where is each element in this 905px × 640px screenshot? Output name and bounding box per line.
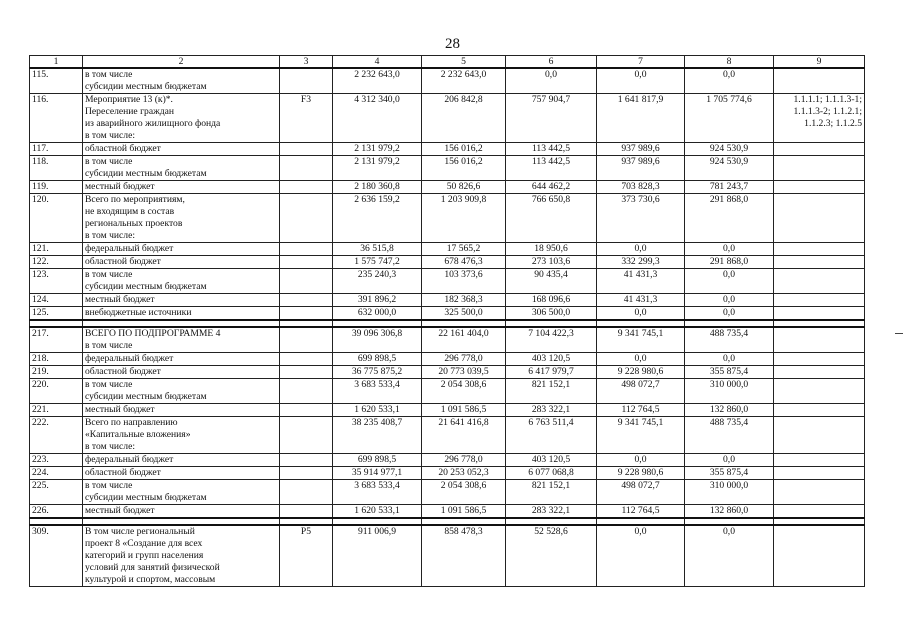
row-name-line: в том числе xyxy=(85,269,133,280)
value-cell-col-6: 283 322,1 xyxy=(506,404,597,417)
row-code xyxy=(280,181,333,194)
row-number: 122. xyxy=(30,256,83,269)
row-name xyxy=(83,505,280,519)
row-number: 118. xyxy=(30,156,83,181)
row-name-line: областной бюджет xyxy=(85,143,161,154)
value-cell-col-8: 310 000,0 xyxy=(685,379,774,404)
row-target xyxy=(774,269,865,294)
value-cell-col-8: 355 875,4 xyxy=(685,366,774,379)
row-name-line: субсидии местным бюджетам xyxy=(85,168,207,179)
value-cell-col-8: 0,0 xyxy=(685,525,774,587)
row-code xyxy=(280,243,333,256)
section-divider xyxy=(30,320,865,327)
divider-cell xyxy=(280,320,333,327)
row-name-line: проект 8 «Создание для всех xyxy=(85,538,203,549)
row-name xyxy=(83,480,280,505)
value-cell-col-7: 0,0 xyxy=(597,307,685,321)
value-cell-col-7: 112 764,5 xyxy=(597,404,685,417)
row-name-line: ВСЕГО ПО ПОДПРОГРАММЕ 4 xyxy=(85,328,221,339)
value-cell-col-5: 296 778,0 xyxy=(422,353,506,366)
row-name-line: условий для занятий физической xyxy=(85,562,220,573)
table-row xyxy=(30,143,865,156)
value-cell-col-5: 103 373,6 xyxy=(422,269,506,294)
row-name xyxy=(83,94,280,143)
value-cell-col-8: 781 243,7 xyxy=(685,181,774,194)
value-cell-col-6: 113 442,5 xyxy=(506,156,597,181)
row-name xyxy=(83,366,280,379)
value-cell-col-6: 821 152,1 xyxy=(506,480,597,505)
value-cell-col-4: 2 180 360,8 xyxy=(333,181,422,194)
row-target xyxy=(774,353,865,366)
row-name-line: местный бюджет xyxy=(85,294,155,305)
row-number: 116. xyxy=(30,94,83,143)
value-cell-col-5: 325 500,0 xyxy=(422,307,506,321)
divider-cell xyxy=(506,518,597,525)
row-target-line: 1.1.1.1; 1.1.1.3-1; xyxy=(793,94,862,105)
value-cell-col-6: 283 322,1 xyxy=(506,505,597,519)
row-name-line: внебюджетные источники xyxy=(85,307,192,318)
table-row xyxy=(30,307,865,321)
row-name-line: местный бюджет xyxy=(85,181,155,192)
row-name-line: Переселение граждан xyxy=(85,106,174,117)
value-cell-col-5: 678 476,3 xyxy=(422,256,506,269)
row-target xyxy=(774,467,865,480)
value-cell-col-4: 2 131 979,2 xyxy=(333,156,422,181)
row-name-line: в том числе: xyxy=(85,130,136,141)
row-number: 309. xyxy=(30,525,83,587)
table-row xyxy=(30,404,865,417)
row-target xyxy=(774,156,865,181)
row-name xyxy=(83,454,280,467)
value-cell-col-8: 291 868,0 xyxy=(685,194,774,243)
table-row xyxy=(30,366,865,379)
value-cell-col-7: 937 989,6 xyxy=(597,143,685,156)
row-name xyxy=(83,68,280,94)
value-cell-col-5: 1 203 909,8 xyxy=(422,194,506,243)
row-number: 223. xyxy=(30,454,83,467)
row-target xyxy=(774,307,865,321)
row-code xyxy=(280,256,333,269)
divider-cell xyxy=(30,518,83,525)
row-number: 120. xyxy=(30,194,83,243)
row-code xyxy=(280,417,333,454)
value-cell-col-7: 0,0 xyxy=(597,68,685,94)
row-number: 219. xyxy=(30,366,83,379)
row-name-line: в том числе xyxy=(85,379,133,390)
value-cell-col-8: 0,0 xyxy=(685,307,774,321)
row-code: P5 xyxy=(280,525,333,587)
value-cell-col-6: 168 096,6 xyxy=(506,294,597,307)
table-row xyxy=(30,94,865,143)
row-target xyxy=(774,68,865,94)
row-code xyxy=(280,505,333,519)
row-name xyxy=(83,525,280,587)
row-name xyxy=(83,143,280,156)
column-header: 7 xyxy=(597,56,685,69)
value-cell-col-7: 332 299,3 xyxy=(597,256,685,269)
value-cell-col-4: 39 096 306,8 xyxy=(333,327,422,353)
row-code xyxy=(280,294,333,307)
value-cell-col-8: 0,0 xyxy=(685,68,774,94)
table-row xyxy=(30,454,865,467)
value-cell-col-5: 296 778,0 xyxy=(422,454,506,467)
table-row xyxy=(30,294,865,307)
value-cell-col-7: 498 072,7 xyxy=(597,480,685,505)
value-cell-col-8: 0,0 xyxy=(685,243,774,256)
column-header-row xyxy=(30,56,865,69)
table-row xyxy=(30,327,865,353)
value-cell-col-5: 156 016,2 xyxy=(422,156,506,181)
row-target xyxy=(774,294,865,307)
row-number: 218. xyxy=(30,353,83,366)
value-cell-col-4: 3 683 533,4 xyxy=(333,379,422,404)
row-number: 220. xyxy=(30,379,83,404)
value-cell-col-7: 1 641 817,9 xyxy=(597,94,685,143)
row-name-line: региональных проектов xyxy=(85,218,183,229)
value-cell-col-4: 235 240,3 xyxy=(333,269,422,294)
row-name xyxy=(83,404,280,417)
row-target xyxy=(774,379,865,404)
table-row xyxy=(30,525,865,587)
divider-cell xyxy=(83,320,280,327)
divider-cell xyxy=(280,518,333,525)
row-code xyxy=(280,156,333,181)
value-cell-col-6: 18 950,6 xyxy=(506,243,597,256)
value-cell-col-6: 113 442,5 xyxy=(506,143,597,156)
row-name-line: субсидии местным бюджетам xyxy=(85,391,207,402)
row-name xyxy=(83,307,280,321)
row-name-line: культурой и спортом, массовым xyxy=(85,574,216,585)
column-header: 5 xyxy=(422,56,506,69)
value-cell-col-8: 291 868,0 xyxy=(685,256,774,269)
row-name-line: в том числе xyxy=(85,480,133,491)
divider-cell xyxy=(83,518,280,525)
row-name xyxy=(83,417,280,454)
row-target xyxy=(774,327,865,353)
row-name-line: субсидии местным бюджетам xyxy=(85,492,207,503)
table-row xyxy=(30,269,865,294)
value-cell-col-8: 310 000,0 xyxy=(685,480,774,505)
row-name xyxy=(83,467,280,480)
row-code xyxy=(280,68,333,94)
value-cell-col-4: 2 131 979,2 xyxy=(333,143,422,156)
value-cell-col-5: 156 016,2 xyxy=(422,143,506,156)
value-cell-col-6: 766 650,8 xyxy=(506,194,597,243)
value-cell-col-8: 0,0 xyxy=(685,454,774,467)
row-number: 125. xyxy=(30,307,83,321)
row-number: 226. xyxy=(30,505,83,519)
value-cell-col-5: 1 091 586,5 xyxy=(422,505,506,519)
value-cell-col-8: 924 530,9 xyxy=(685,156,774,181)
row-name-line: в том числе xyxy=(85,156,133,167)
row-target xyxy=(774,454,865,467)
row-target xyxy=(774,256,865,269)
column-header: 3 xyxy=(280,56,333,69)
row-number: 115. xyxy=(30,68,83,94)
value-cell-col-4: 699 898,5 xyxy=(333,454,422,467)
row-target-line: 1.1.2.3; 1.1.2.5 xyxy=(804,118,862,129)
row-number: 123. xyxy=(30,269,83,294)
value-cell-col-8: 132 860,0 xyxy=(685,505,774,519)
value-cell-col-7: 41 431,3 xyxy=(597,269,685,294)
value-cell-col-5: 20 253 052,3 xyxy=(422,467,506,480)
value-cell-col-5: 2 232 643,0 xyxy=(422,68,506,94)
value-cell-col-7: 41 431,3 xyxy=(597,294,685,307)
value-cell-col-6: 403 120,5 xyxy=(506,353,597,366)
divider-cell xyxy=(506,320,597,327)
value-cell-col-5: 2 054 308,6 xyxy=(422,480,506,505)
row-code: F3 xyxy=(280,94,333,143)
table-row xyxy=(30,256,865,269)
value-cell-col-5: 20 773 039,5 xyxy=(422,366,506,379)
row-name-line: в том числе xyxy=(85,340,133,351)
value-cell-col-4: 1 575 747,2 xyxy=(333,256,422,269)
row-code xyxy=(280,366,333,379)
value-cell-col-8: 1 705 774,6 xyxy=(685,94,774,143)
row-name xyxy=(83,379,280,404)
column-header: 9 xyxy=(774,56,865,69)
divider-cell xyxy=(774,320,865,327)
column-header: 1 xyxy=(30,56,83,69)
value-cell-col-7: 9 341 745,1 xyxy=(597,417,685,454)
row-name-line: федеральный бюджет xyxy=(85,353,174,364)
row-target xyxy=(774,525,865,587)
row-name-line: Мероприятие 13 (к)*. xyxy=(85,94,173,105)
row-target xyxy=(774,480,865,505)
value-cell-col-4: 2 232 643,0 xyxy=(333,68,422,94)
value-cell-col-7: 0,0 xyxy=(597,454,685,467)
row-name-line: областной бюджет xyxy=(85,467,161,478)
divider-cell xyxy=(597,518,685,525)
value-cell-col-4: 38 235 408,7 xyxy=(333,417,422,454)
row-code xyxy=(280,379,333,404)
divider-cell xyxy=(685,320,774,327)
row-number: 224. xyxy=(30,467,83,480)
divider-cell xyxy=(685,518,774,525)
row-name xyxy=(83,327,280,353)
row-number: 119. xyxy=(30,181,83,194)
value-cell-col-4: 2 636 159,2 xyxy=(333,194,422,243)
row-target xyxy=(774,94,865,143)
row-name-line: В том числе региональный xyxy=(85,526,195,537)
value-cell-col-6: 6 077 068,8 xyxy=(506,467,597,480)
value-cell-col-8: 0,0 xyxy=(685,294,774,307)
value-cell-col-7: 937 989,6 xyxy=(597,156,685,181)
row-code xyxy=(280,269,333,294)
value-cell-col-8: 355 875,4 xyxy=(685,467,774,480)
value-cell-col-8: 0,0 xyxy=(685,269,774,294)
margin-mark xyxy=(895,333,903,334)
value-cell-col-4: 3 683 533,4 xyxy=(333,480,422,505)
row-number: 217. xyxy=(30,327,83,353)
value-cell-col-6: 90 435,4 xyxy=(506,269,597,294)
value-cell-col-6: 52 528,6 xyxy=(506,525,597,587)
row-target xyxy=(774,143,865,156)
row-name xyxy=(83,194,280,243)
value-cell-col-7: 703 828,3 xyxy=(597,181,685,194)
divider-cell xyxy=(30,320,83,327)
value-cell-col-6: 306 500,0 xyxy=(506,307,597,321)
value-cell-col-5: 206 842,8 xyxy=(422,94,506,143)
row-target xyxy=(774,505,865,519)
value-cell-col-8: 132 860,0 xyxy=(685,404,774,417)
value-cell-col-8: 924 530,9 xyxy=(685,143,774,156)
table-row xyxy=(30,417,865,454)
row-target xyxy=(774,181,865,194)
value-cell-col-4: 1 620 533,1 xyxy=(333,505,422,519)
row-code xyxy=(280,454,333,467)
value-cell-col-7: 0,0 xyxy=(597,525,685,587)
value-cell-col-7: 373 730,6 xyxy=(597,194,685,243)
row-code xyxy=(280,143,333,156)
table-row xyxy=(30,505,865,519)
row-target xyxy=(774,404,865,417)
row-name-line: местный бюджет xyxy=(85,505,155,516)
value-cell-col-6: 7 104 422,3 xyxy=(506,327,597,353)
value-cell-col-4: 1 620 533,1 xyxy=(333,404,422,417)
row-code xyxy=(280,480,333,505)
row-number: 225. xyxy=(30,480,83,505)
table-row xyxy=(30,480,865,505)
row-code xyxy=(280,327,333,353)
column-header: 8 xyxy=(685,56,774,69)
value-cell-col-8: 0,0 xyxy=(685,353,774,366)
value-cell-col-7: 9 228 980,6 xyxy=(597,366,685,379)
value-cell-col-5: 17 565,2 xyxy=(422,243,506,256)
row-name-line: Всего по направлению xyxy=(85,417,178,428)
row-name xyxy=(83,181,280,194)
value-cell-col-7: 112 764,5 xyxy=(597,505,685,519)
value-cell-col-5: 2 054 308,6 xyxy=(422,379,506,404)
row-target-line: 1.1.1.3-2; 1.1.2.1; xyxy=(793,106,862,117)
row-target xyxy=(774,366,865,379)
row-name xyxy=(83,243,280,256)
row-name xyxy=(83,294,280,307)
row-name-line: субсидии местным бюджетам xyxy=(85,81,207,92)
value-cell-col-6: 6 417 979,7 xyxy=(506,366,597,379)
row-name-line: в том числе: xyxy=(85,230,136,241)
row-target xyxy=(774,243,865,256)
value-cell-col-6: 821 152,1 xyxy=(506,379,597,404)
value-cell-col-4: 632 000,0 xyxy=(333,307,422,321)
row-name-line: областной бюджет xyxy=(85,366,161,377)
value-cell-col-7: 9 228 980,6 xyxy=(597,467,685,480)
value-cell-col-4: 35 914 977,1 xyxy=(333,467,422,480)
row-target xyxy=(774,194,865,243)
value-cell-col-4: 699 898,5 xyxy=(333,353,422,366)
value-cell-col-5: 21 641 416,8 xyxy=(422,417,506,454)
table-row xyxy=(30,194,865,243)
value-cell-col-5: 1 091 586,5 xyxy=(422,404,506,417)
row-name-line: субсидии местным бюджетам xyxy=(85,281,207,292)
column-header: 2 xyxy=(83,56,280,69)
table-row xyxy=(30,379,865,404)
divider-cell xyxy=(333,320,422,327)
row-name xyxy=(83,256,280,269)
row-code xyxy=(280,307,333,321)
column-header: 4 xyxy=(333,56,422,69)
table-row xyxy=(30,68,865,94)
row-name xyxy=(83,353,280,366)
value-cell-col-4: 911 006,9 xyxy=(333,525,422,587)
row-name-line: «Капитальные вложения» xyxy=(85,429,191,440)
value-cell-col-6: 644 462,2 xyxy=(506,181,597,194)
divider-cell xyxy=(422,320,506,327)
value-cell-col-5: 50 826,6 xyxy=(422,181,506,194)
row-name-line: местный бюджет xyxy=(85,404,155,415)
value-cell-col-4: 4 312 340,0 xyxy=(333,94,422,143)
row-name xyxy=(83,156,280,181)
budget-table xyxy=(29,55,865,587)
value-cell-col-8: 488 735,4 xyxy=(685,417,774,454)
value-cell-col-4: 391 896,2 xyxy=(333,294,422,307)
divider-cell xyxy=(774,518,865,525)
value-cell-col-4: 36 775 875,2 xyxy=(333,366,422,379)
row-code xyxy=(280,353,333,366)
row-number: 121. xyxy=(30,243,83,256)
table-row xyxy=(30,243,865,256)
value-cell-col-7: 0,0 xyxy=(597,353,685,366)
row-name-line: областной бюджет xyxy=(85,256,161,267)
value-cell-col-4: 36 515,8 xyxy=(333,243,422,256)
value-cell-col-7: 9 341 745,1 xyxy=(597,327,685,353)
value-cell-col-5: 182 368,3 xyxy=(422,294,506,307)
row-name-line: федеральный бюджет xyxy=(85,454,174,465)
row-target xyxy=(774,417,865,454)
row-number: 221. xyxy=(30,404,83,417)
value-cell-col-7: 498 072,7 xyxy=(597,379,685,404)
row-code xyxy=(280,194,333,243)
row-name-line: не входящим в состав xyxy=(85,206,175,217)
row-name xyxy=(83,269,280,294)
table-row xyxy=(30,156,865,181)
row-name-line: в том числе xyxy=(85,69,133,80)
divider-cell xyxy=(333,518,422,525)
value-cell-col-6: 403 120,5 xyxy=(506,454,597,467)
page-number: 28 xyxy=(445,36,460,52)
column-header: 6 xyxy=(506,56,597,69)
row-name-line: в том числе: xyxy=(85,441,136,452)
value-cell-col-7: 0,0 xyxy=(597,243,685,256)
table-row xyxy=(30,467,865,480)
divider-cell xyxy=(597,320,685,327)
value-cell-col-8: 488 735,4 xyxy=(685,327,774,353)
section-divider xyxy=(30,518,865,525)
value-cell-col-6: 0,0 xyxy=(506,68,597,94)
row-name-line: из аварийного жилищного фонда xyxy=(85,118,221,129)
row-name-line: федеральный бюджет xyxy=(85,243,174,254)
value-cell-col-6: 757 904,7 xyxy=(506,94,597,143)
row-name-line: Всего по мероприятиям, xyxy=(85,194,185,205)
value-cell-col-5: 858 478,3 xyxy=(422,525,506,587)
value-cell-col-6: 6 763 511,4 xyxy=(506,417,597,454)
row-number: 117. xyxy=(30,143,83,156)
row-number: 222. xyxy=(30,417,83,454)
value-cell-col-6: 273 103,6 xyxy=(506,256,597,269)
divider-cell xyxy=(422,518,506,525)
row-code xyxy=(280,467,333,480)
table-row xyxy=(30,181,865,194)
row-name-line: категорий и групп населения xyxy=(85,550,204,561)
row-number: 124. xyxy=(30,294,83,307)
value-cell-col-5: 22 161 404,0 xyxy=(422,327,506,353)
table-row xyxy=(30,353,865,366)
row-code xyxy=(280,404,333,417)
